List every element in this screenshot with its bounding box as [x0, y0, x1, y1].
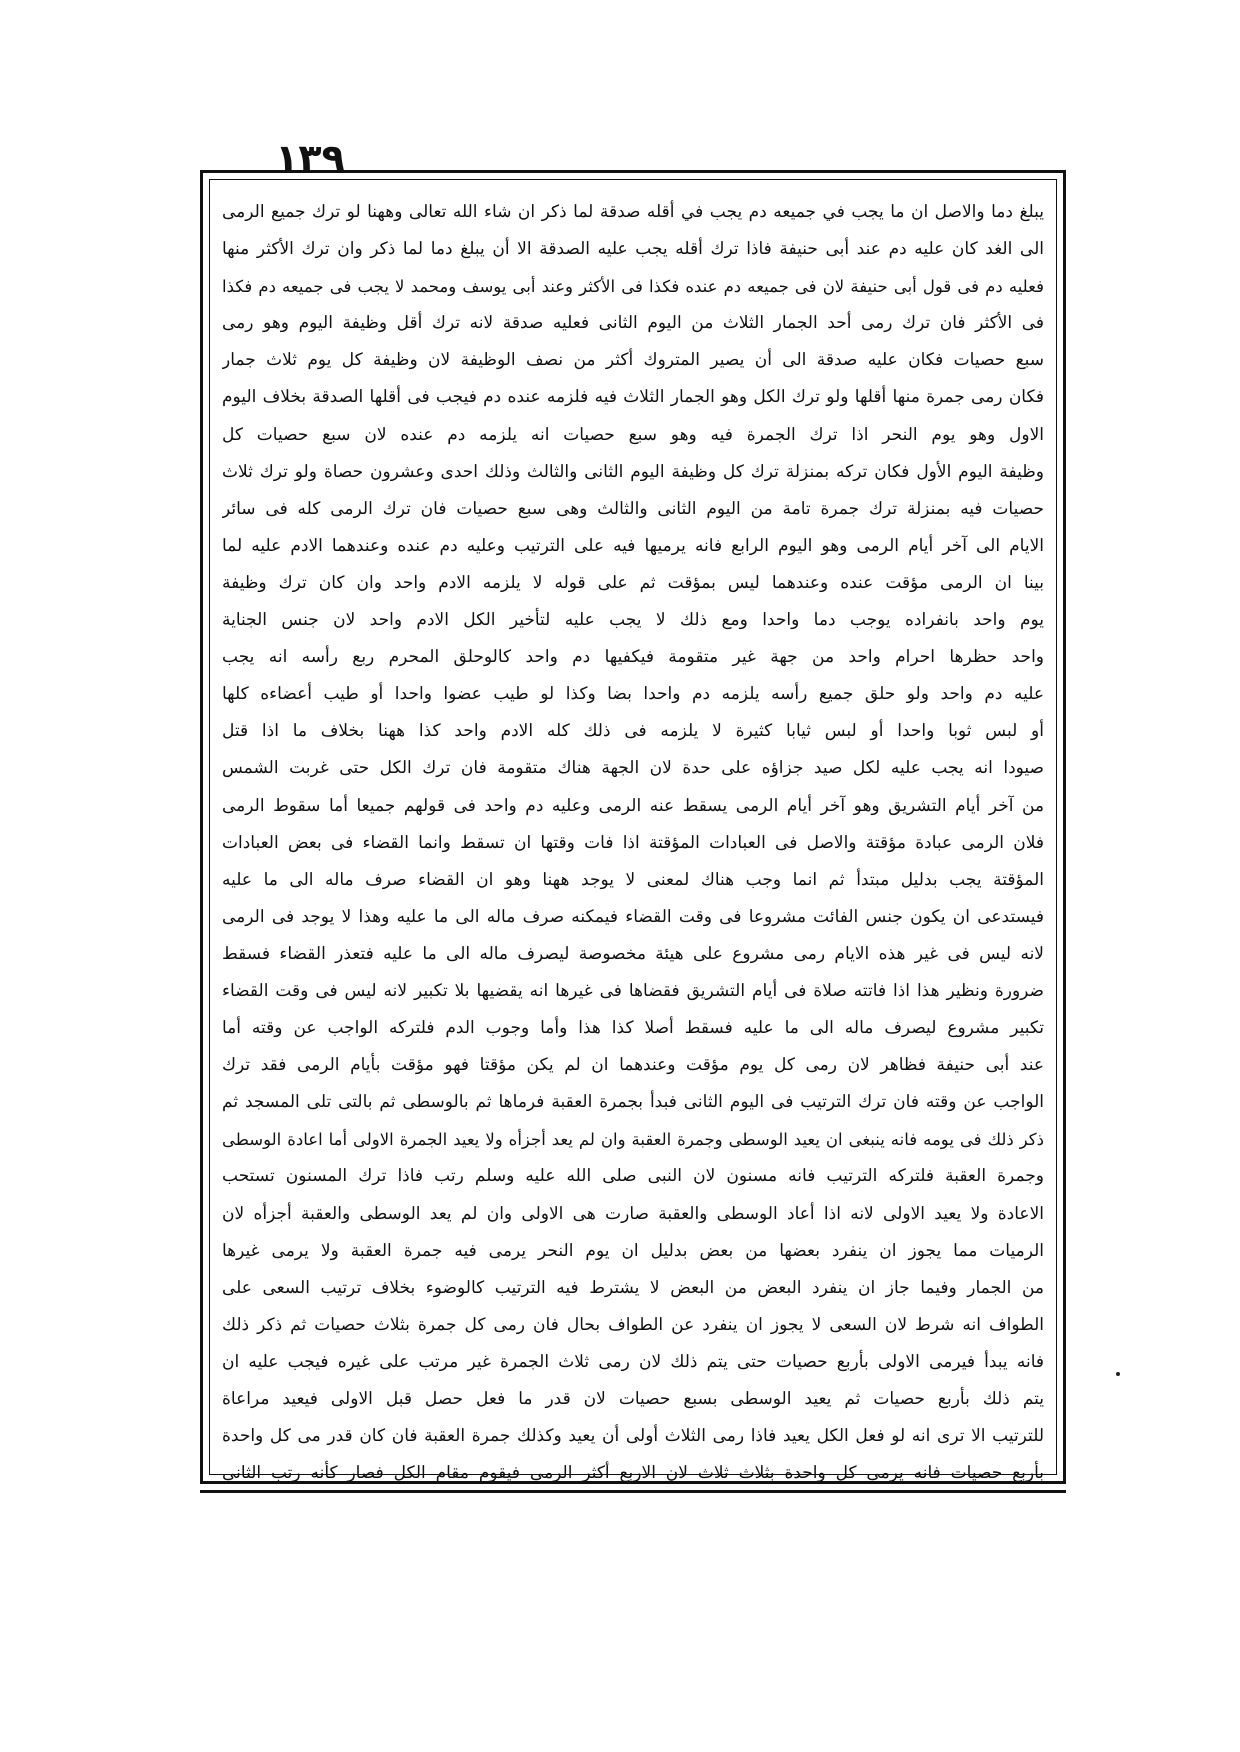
text-line: واحد حظرها احرام واحد من جهة غير متقومة فيكفيها دم واحد كالوحلق المحرم ربع رأسه انه يجب — [222, 647, 1044, 668]
text-line: فعليه دم فى قول أبى حنيفة لان فى جميعه دم عنده فكذا فى الأكثر وعند أبى يوسف ومحمد لا يجب فى جميعه دم فكذا — [222, 277, 1044, 297]
text-line: عند أبى حنيفة فظاهر لان رمى كل يوم مؤقت وعندهما ان لم يكن مؤقتا فهو مؤقت بأيام الرمى فقد ترك — [222, 1055, 1044, 1076]
text-line: بأربع حصيات فانه يرمى كل واحدة بثلاث ثلاث لان الاربع أكثر الرمى فيقوم مقام الكل فصار كأنه رتب الثانى — [222, 1463, 1044, 1484]
text-line: الواجب عن وقته فان ترك الترتيب فى اليوم الثانى فبدأ بجمرة العقبة فرماها ثم بالوسطى ثم بالتى تلى المسجد ثم — [222, 1092, 1044, 1113]
text-line: الرميات مما يجوز ان ينفرد بعضها من بعض بدليل ان يوم النحر يرمى فيه جمرة العقبة ولا يرمى غيرها — [222, 1240, 1044, 1261]
text-line: يبلغ دما والاصل ان ما يجب في جميعه دم يجب في أقله صدقة لما ذكر ان شاء الله تعالى وههنا لو ترك جميع الرمى — [222, 202, 1044, 222]
text-line: يتم ذلك بأربع حصيات ثم يعيد الوسطى بسبع حصيات لان قدر ما فعل حصل قبل الاولى فيعيد مراعاة — [222, 1389, 1044, 1409]
text-line: الايام الى آخر أيام الرمى وهو اليوم الرابع فانه يرميها فيه على الترتيب وعليه دم عنده وعندهما الادم عليه لما — [222, 535, 1044, 556]
text-line: الاعادة ولا يعيد الاولى لانه اذا أعاد الوسطى والعقبة صارت هى الاولى وان لم يعد الوسطى والعقبة أجزأه لان — [222, 1203, 1044, 1224]
page-number: ١٣٩ — [275, 136, 345, 180]
text-body — [222, 194, 1044, 1484]
text-line: فكان رمى جمرة منها أقلها ولو ترك الكل وهو الجمار الثلاث فيه فلزمه عنده دم فيجب فى أقلها الصدقة بخلاف اليوم — [222, 387, 1044, 408]
bottom-rule — [200, 1490, 1066, 1493]
text-line: بينا ان الرمى مؤقت عنده وعندهما ليس بمؤقت ثم على قوله لا يلزمه الادم واحد وان كان ترك وظيفة — [222, 572, 1044, 593]
text-line: أو لبس ثوبا واحدا أو لبس ثيابا كثيرة لا يلزمه فى ذلك كله الادم واحد كذا ههنا بخلاف ما اذا قتل — [222, 721, 1044, 742]
text-line: فلان الرمى عبادة مؤقتة والاصل فى العبادات المؤقتة اذا فات وقتها ان تسقط وانما القضاء فى بعض العبادات — [222, 832, 1044, 853]
text-line: من آخر أيام التشريق وهو آخر أيام الرمى يسقط عنه الرمى وعليه دم واحد فى قولهم جميعا أما سقوط الرمى — [222, 795, 1044, 816]
text-line: عليه دم واحد ولو حلق جميع رأسه يلزمه دم واحدا بضا وكذا لو طيب عضوا واحدا أو طيب أعضاءه كلها — [222, 684, 1044, 705]
margin-mark — [1116, 1372, 1120, 1376]
text-line: الاول وهو يوم النحر اذا ترك الجمرة فيه وهو سبع حصيات انه يلزمه دم عنده لان سبع حصيات كل — [222, 424, 1044, 445]
text-line: لانه ليس فى غير هذه الايام رمى مشروع على هيئة مخصوصة ليصرف ماله الى ما عليه فتعذر القضاء فسقط — [222, 943, 1044, 964]
text-line: الى الغد كان عليه دم عند أبى حنيفة فاذا ترك أقله يجب عليه الصدقة الا أن يبلغ دما لما ذكر وان ترك الأكثر منها — [222, 239, 1044, 260]
text-line: للترتيب الا ترى انه لو فعل الكل يعيد فاذا رمى الثلاث أولى أن يعيد وكذلك جمرة العقبة فان كان قدر مى كل واحدة — [222, 1426, 1044, 1447]
page-frame-inner — [209, 179, 1057, 1484]
text-line: فى الأكثر فان ترك رمى أحد الجمار الثلاث من اليوم الثانى فعليه صدقة لانه ترك أقل وظيفة اليوم وهو رمى — [222, 313, 1044, 334]
text-line: يوم واحد بانفراده يوجب دما واحدا ومع ذلك لا يجب عليه لتأخير الكل الادم واحد لان جنس الجناية — [222, 610, 1044, 631]
text-line: فيستدعى ان يكون جنس الفائت مشروعا فى وقت القضاء فيمكنه صرف ماله الى ما عليه وهذا لا يوجد فى الرمى — [222, 906, 1044, 927]
text-line: ذكر ذلك فى يومه فانه ينبغى ان يعيد الوسطى وجمرة العقبة وان لم يعد أجزأه ولا يعيد الجمرة الاولى أما اعادة الوسطى — [222, 1130, 1044, 1150]
text-line: ضرورة ونظير هذا اذا فاتته صلاة فى أيام التشريق فقضاها فى غيرها انه يقضيها بلا تكبير لانه ليس فى وقت القضاء — [222, 980, 1044, 1001]
text-line: من الجمار وفيما جاز ان ينفرد البعض من البعض لا يشترط فيه الترتيب كالوضوء بخلاف ترتيب السعى على — [222, 1277, 1044, 1298]
text-line: سبع حصيات فكان عليه صدقة الى أن يصير المتروك أكثر من نصف الوظيفة لان وظيفة كل يوم ثلاث جمار — [222, 350, 1044, 371]
text-line: فانه يبدأ فيرمى الاولى بأربع حصيات حتى يتم ذلك لان رمى ثلاث الجمرة غير مرتب على غيره فيجب عليه ان — [222, 1351, 1044, 1372]
text-line: صيودا انه يجب عليه لكل صيد جزاؤه على حدة لان الجهة هناك متقومة فان ترك الكل حتى غربت الشمس — [222, 758, 1044, 779]
text-line: تكبير مشروع ليصرف ماله الى ما عليه فسقط أصلا كذا هذا وأما وجوب الدم فلتركه الواجب عن وقته أما — [222, 1018, 1044, 1039]
text-line: الطواف انه شرط لان السعى لا يجوز ان ينفرد عن الطواف بحال فان رمى كل جمرة بثلاث حصيات ثم ذكر ذلك — [222, 1314, 1044, 1335]
page-frame — [200, 170, 1066, 1484]
text-line: وجمرة العقبة فلتركه الترتيب فانه مسنون لان النبى صلى الله عليه وسلم رتب فاذا ترك المسنون تستحب — [222, 1166, 1044, 1187]
text-line: حصيات فيه بمنزلة ترك جمرة تامة من اليوم الثانى والثالث وهى سبع حصيات فان ترك الرمى كله فى سائر — [222, 498, 1044, 519]
text-line: وظيفة اليوم الأول فكان تركه بمنزلة ترك كل وظيفة اليوم الثانى والثالث وذلك احدى وعشرون حصاة ولو ترك ثلاث — [222, 461, 1044, 482]
text-line: المؤقتة يجب بدليل مبتدأ ثم انما وجب هناك لمعنى لا يوجد ههنا وهو ان القضاء صرف ماله الى ما عليه — [222, 869, 1044, 890]
